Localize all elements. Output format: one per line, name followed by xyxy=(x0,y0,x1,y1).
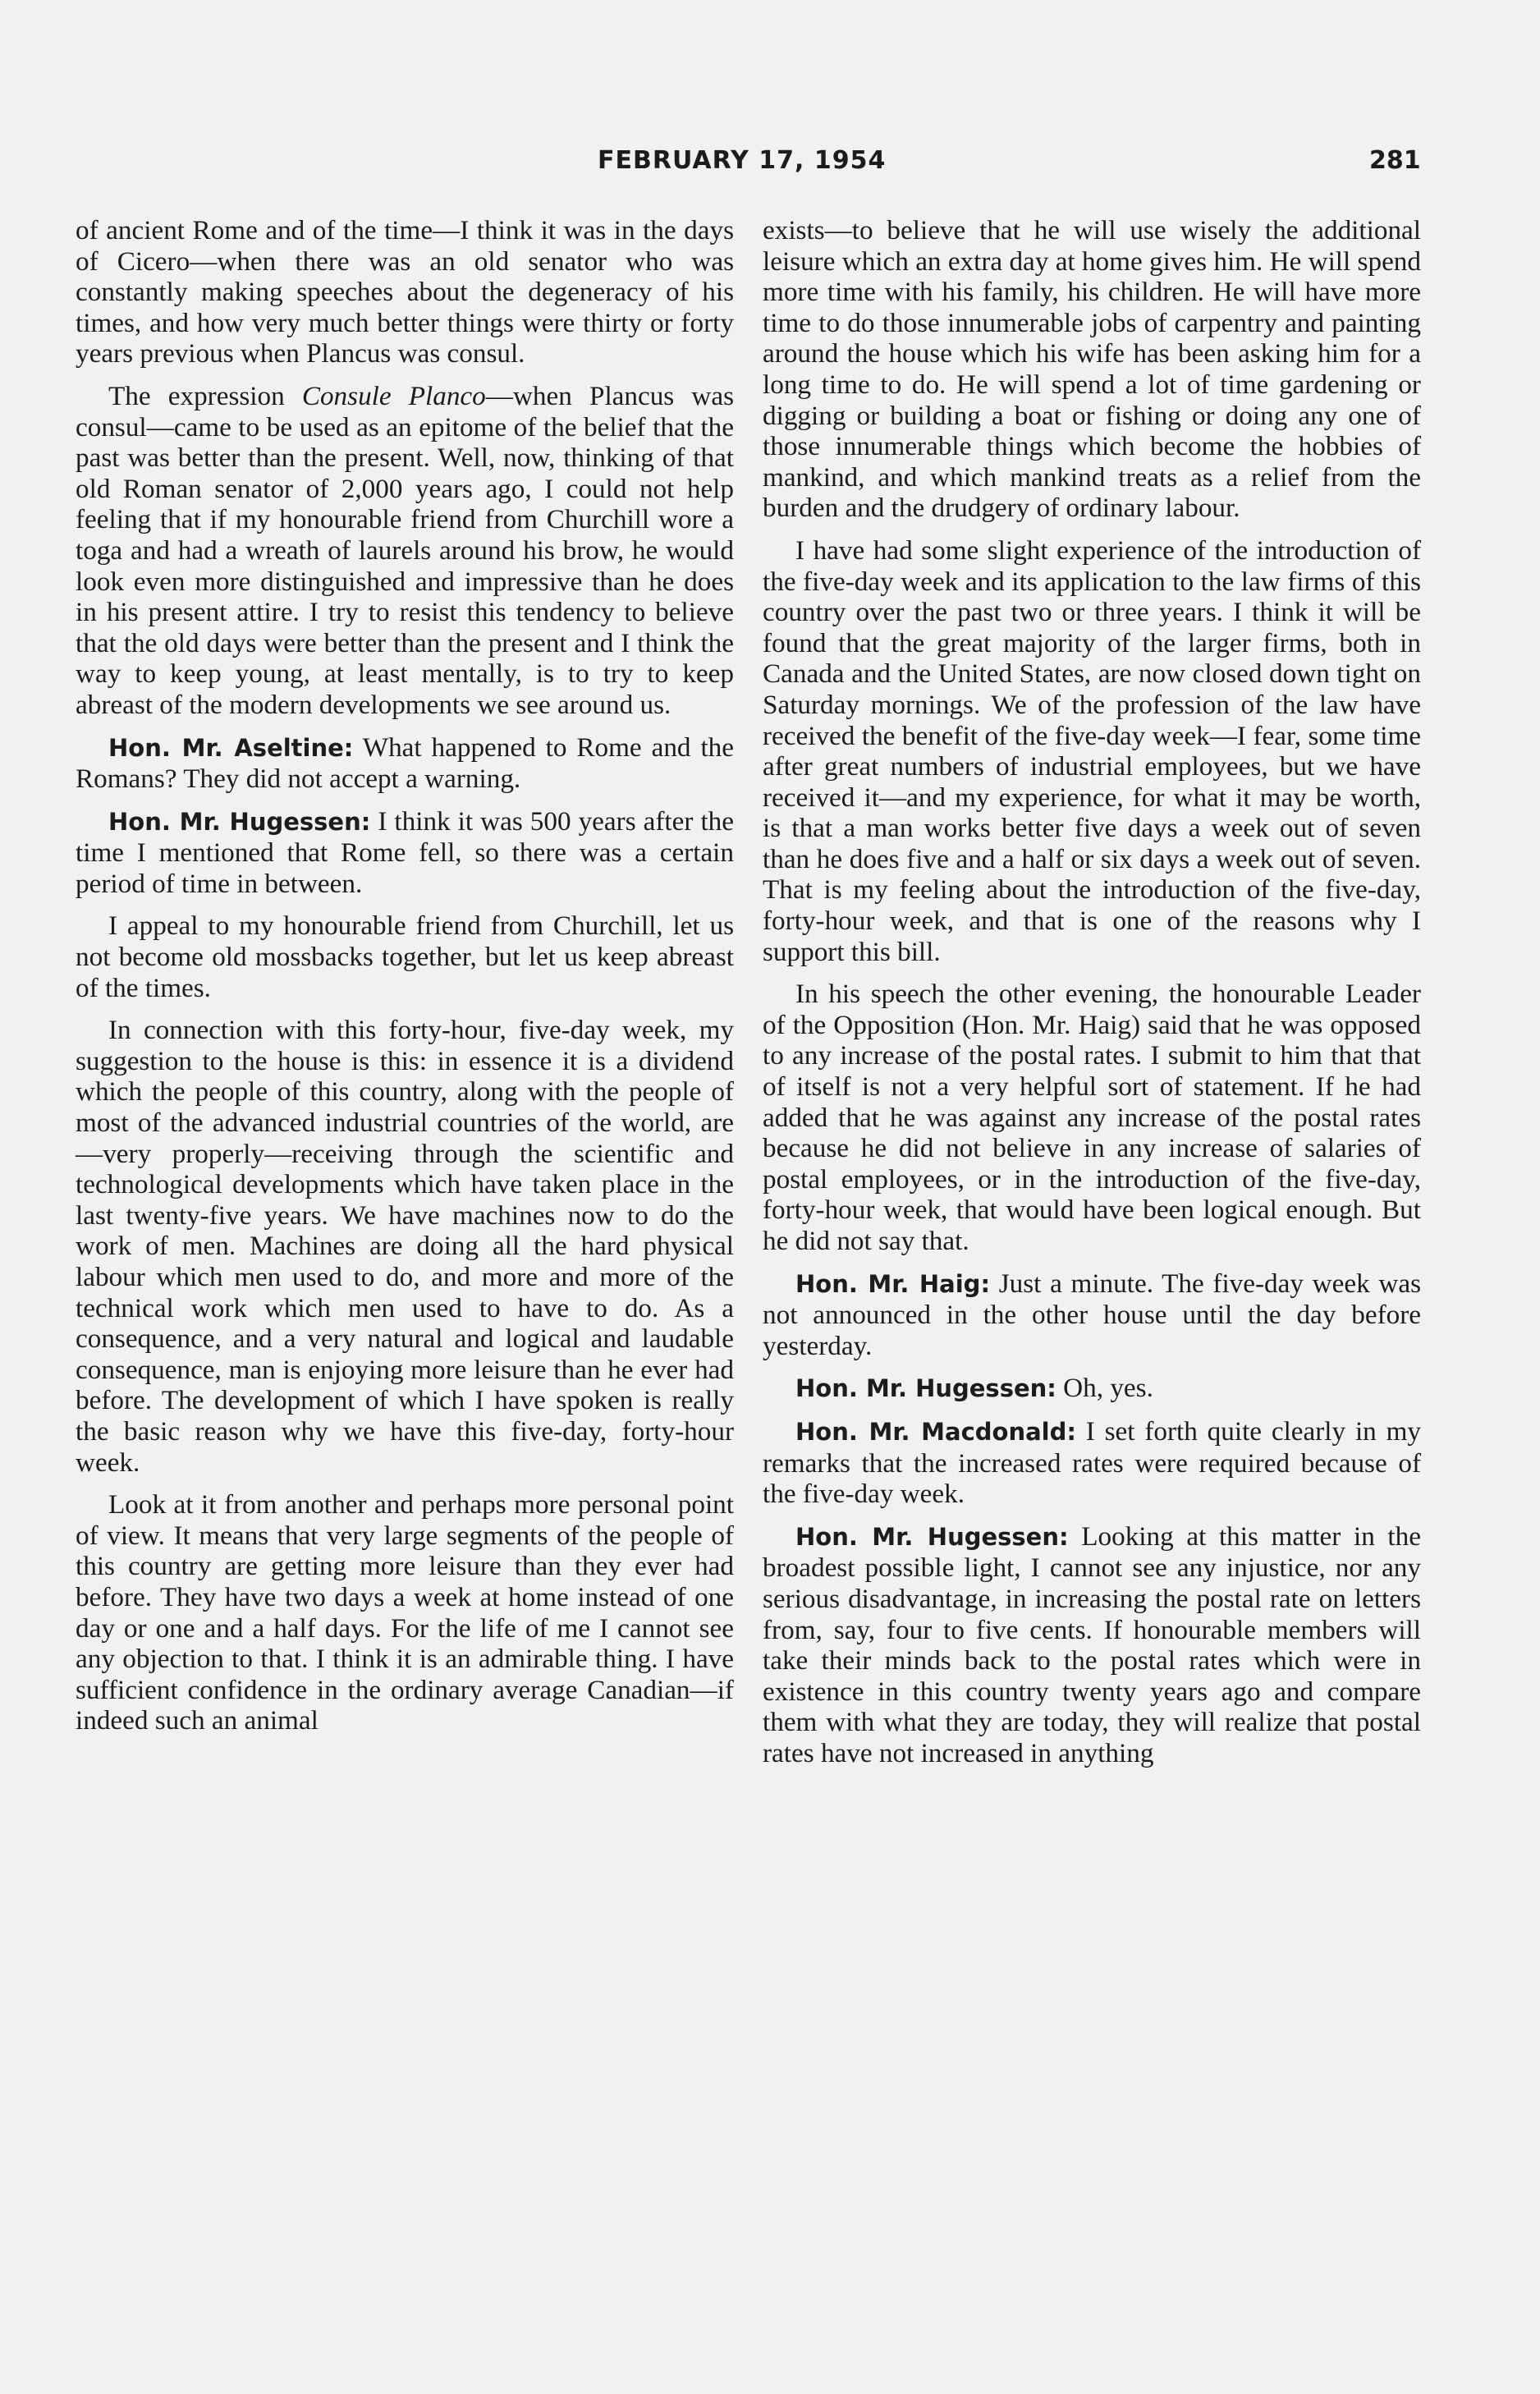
speech-paragraph xyxy=(763,1416,1421,1510)
paragraph-continued: exists—to believe that he will use wisely the additional leisure which an extra day at home gives him. He will spend more time with his family, his children. He will have more time to do those innumerable jobs of carpentry and painting around the house which his wife has been asking him for a long time to do. He will spend a lot of time gardening or digging or building a boat or fishing or doing any one of those innumerable things which become the hobbies of mankind, and which mankind treats as a relief from the burden and the drudgery of ordinary labour. xyxy=(763,215,1421,524)
speaker-name: Hon. Mr. Aseltine: xyxy=(108,733,354,762)
paragraph-continued: of ancient Rome and of the time—I think it was in the days of Cicero—when there was an old senator who was constantly making speeches about the degeneracy of his times, and how very much better things were thirty or forty years previous when Plancus was consul. xyxy=(76,215,734,369)
speech-text: Just a minute. The five-day week was not announced in the other house until the day before yesterday. xyxy=(763,1268,1421,1361)
page-header xyxy=(0,146,1540,182)
speech-text: What happened to Rome and the Romans? They did not accept a warning. xyxy=(76,732,734,795)
paragraph-text: The expression xyxy=(108,380,302,411)
paragraph: I have had some slight experience of the introduction of the five-day week and its application to the law firms of this country over the past two or three years. I think it will be found that the great majority of the larger firms, both in Canada and the United States, are now closed down tight on Saturday mornings. We of the profession of the law have received the benefit of the five-day week—I fear, some time after great numbers of industrial employees, but we have received it—and my experience, for what it may be worth, is that a man works better five days a week out of seven than he does five and a half or six days a week out of seven. That is my feeling about the introduction of the five-day, forty-hour week, and that is one of the reasons why I support this bill. xyxy=(763,534,1421,967)
header-date: FEBRUARY 17, 1954 xyxy=(598,146,887,175)
speech-text: Looking at this matter in the broadest possible light, I cannot see any injustice, nor any serious disadvantage, in increasing the postal rate on letters from, say, four to five cents. If honourable members will take their minds back to the postal rates which were in existence in this country twenty years ago and compare them with what they are today, they will realize that postal rates have not increased in anything xyxy=(763,1520,1421,1768)
speaker-name: Hon. Mr. Macdonald: xyxy=(795,1417,1076,1446)
paragraph: In his speech the other evening, the honourable Leader of the Opposition (Hon. Mr. Haig) said that he was opposed to any increase of the postal rates. I submit to him that that of itself is not a very helpful sort of statement. If he had added that he was against any increase of the postal rates because he did not believe in any increase of salaries of postal employees, or in the introduction of the five-day, forty-hour week, that would have been logical enough. But he did not say that. xyxy=(763,979,1421,1256)
speech-text: I think it was 500 years after the time I mentioned that Rome fell, so there was a certain period of time in between. xyxy=(76,805,734,899)
left-column xyxy=(76,215,734,1748)
speaker-name: Hon. Mr. Hugessen: xyxy=(795,1374,1056,1403)
page-number: 281 xyxy=(1369,146,1421,175)
speaker-name: Hon. Mr. Haig: xyxy=(795,1269,991,1298)
speech-text: I set forth quite clearly in my remarks that the increased rates were required because of the five-day week. xyxy=(763,1415,1421,1510)
speech-paragraph xyxy=(763,1268,1421,1362)
speech-paragraph xyxy=(763,1373,1421,1405)
speech-text: Oh, yes. xyxy=(1056,1373,1153,1404)
paragraph: I appeal to my honourable friend from Churchill, let us not become old mossbacks together, but let us keep abreast of the times. xyxy=(76,910,734,1003)
paragraph: In connection with this forty-hour, five-day week, my suggestion to the house is this: in essence it is a dividend which the people of this country, along with the people of most of the advanced industrial countries of the world, are—very properly—receiving through the scientific and technological developments which have taken place in the last twenty-five years. We have machines now to do the work of men. Machines are doing all the hard physical labour which men used to do, and more and more of the technical work which men used to have to do. As a consequence, and a very natural and logical and laudable consequence, man is enjoying more leisure than he ever had before. The development of which I have spoken is really the basic reason why we have this five-day, forty-hour week. xyxy=(76,1015,734,1478)
speech-paragraph xyxy=(76,732,734,795)
speech-paragraph xyxy=(763,1521,1421,1769)
paragraph xyxy=(76,381,734,721)
speaker-name: Hon. Mr. Hugessen: xyxy=(795,1522,1069,1551)
speech-paragraph xyxy=(76,806,734,900)
paragraph: Look at it from another and perhaps more personal point of view. It means that very large segments of the people of this country are getting more leisure than they ever had before. They have two days a week at home instead of one day or one and a half days. For the life of me I cannot see any objection to that. I think it is an admirable thing. I have sufficient confidence in the ordinary average Canadian—if indeed such an animal xyxy=(76,1489,734,1736)
paragraph-text: —when Plancus was consul—came to be used as an epitome of the belief that the past was better than the present. Well, now, thinking of that old Roman senator of 2,000 years ago, I could not help feeling that if my honourable friend from Churchill wore a toga and had a wreath of laurels around his brow, he would look even more distinguished and impressive than he does in his present attire. I try to resist this tendency to believe that the old days were better than the present and I think the way to keep young, at least mentally, is to try to keep abreast of the modern developments we see around us. xyxy=(76,380,734,720)
right-column xyxy=(763,215,1421,1781)
latin-expression: Consule Planco xyxy=(301,380,486,411)
speaker-name: Hon. Mr. Hugessen: xyxy=(108,807,371,836)
